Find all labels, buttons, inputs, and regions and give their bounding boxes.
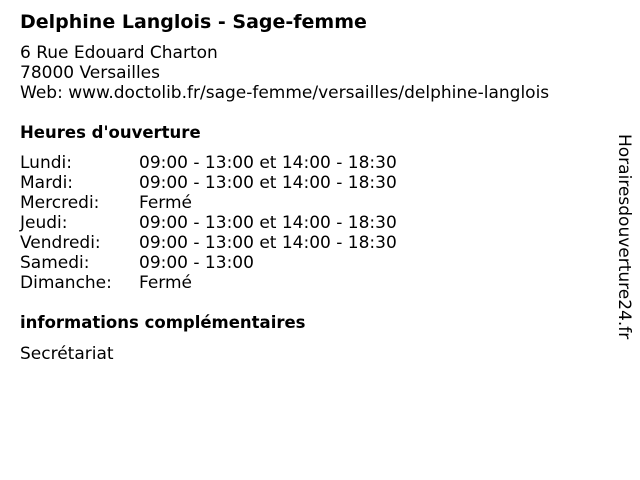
address-city: 78000 Versailles (20, 63, 161, 83)
hours-time: 09:00 - 13:00 et 14:00 - 18:30 (139, 233, 397, 253)
hours-day: Lundi: (20, 153, 72, 173)
hours-time: 09:00 - 13:00 (139, 253, 254, 273)
hours-day: Jeudi: (20, 213, 68, 233)
hours-day: Mardi: (20, 173, 74, 193)
hours-day: Mercredi: (20, 193, 100, 213)
website-url: www.doctolib.fr/sage-femme/versailles/delphine-langlois (68, 83, 550, 103)
hours-day: Dimanche: (20, 273, 112, 293)
hours-day: Samedi: (20, 253, 90, 273)
hours-time: 09:00 - 13:00 et 14:00 - 18:30 (139, 153, 397, 173)
address-block (20, 43, 549, 103)
info-text: Secrétariat (20, 344, 114, 364)
page-title: Delphine Langlois - Sage-femme (20, 11, 367, 33)
hours-time: Fermé (139, 273, 193, 293)
website-label: Web: (20, 83, 69, 103)
site-watermark: Horairesdouverture24.fr (614, 134, 634, 340)
hours-heading: Heures d'ouverture (20, 123, 201, 142)
hours-time: 09:00 - 13:00 et 14:00 - 18:30 (139, 173, 397, 193)
hours-time: Fermé (139, 193, 193, 213)
hours-day: Vendredi: (20, 233, 101, 253)
website-line (20, 83, 549, 103)
hours-time: 09:00 - 13:00 et 14:00 - 18:30 (139, 213, 397, 233)
info-heading: informations complémentaires (20, 313, 306, 332)
address-street: 6 Rue Edouard Charton (20, 43, 218, 63)
